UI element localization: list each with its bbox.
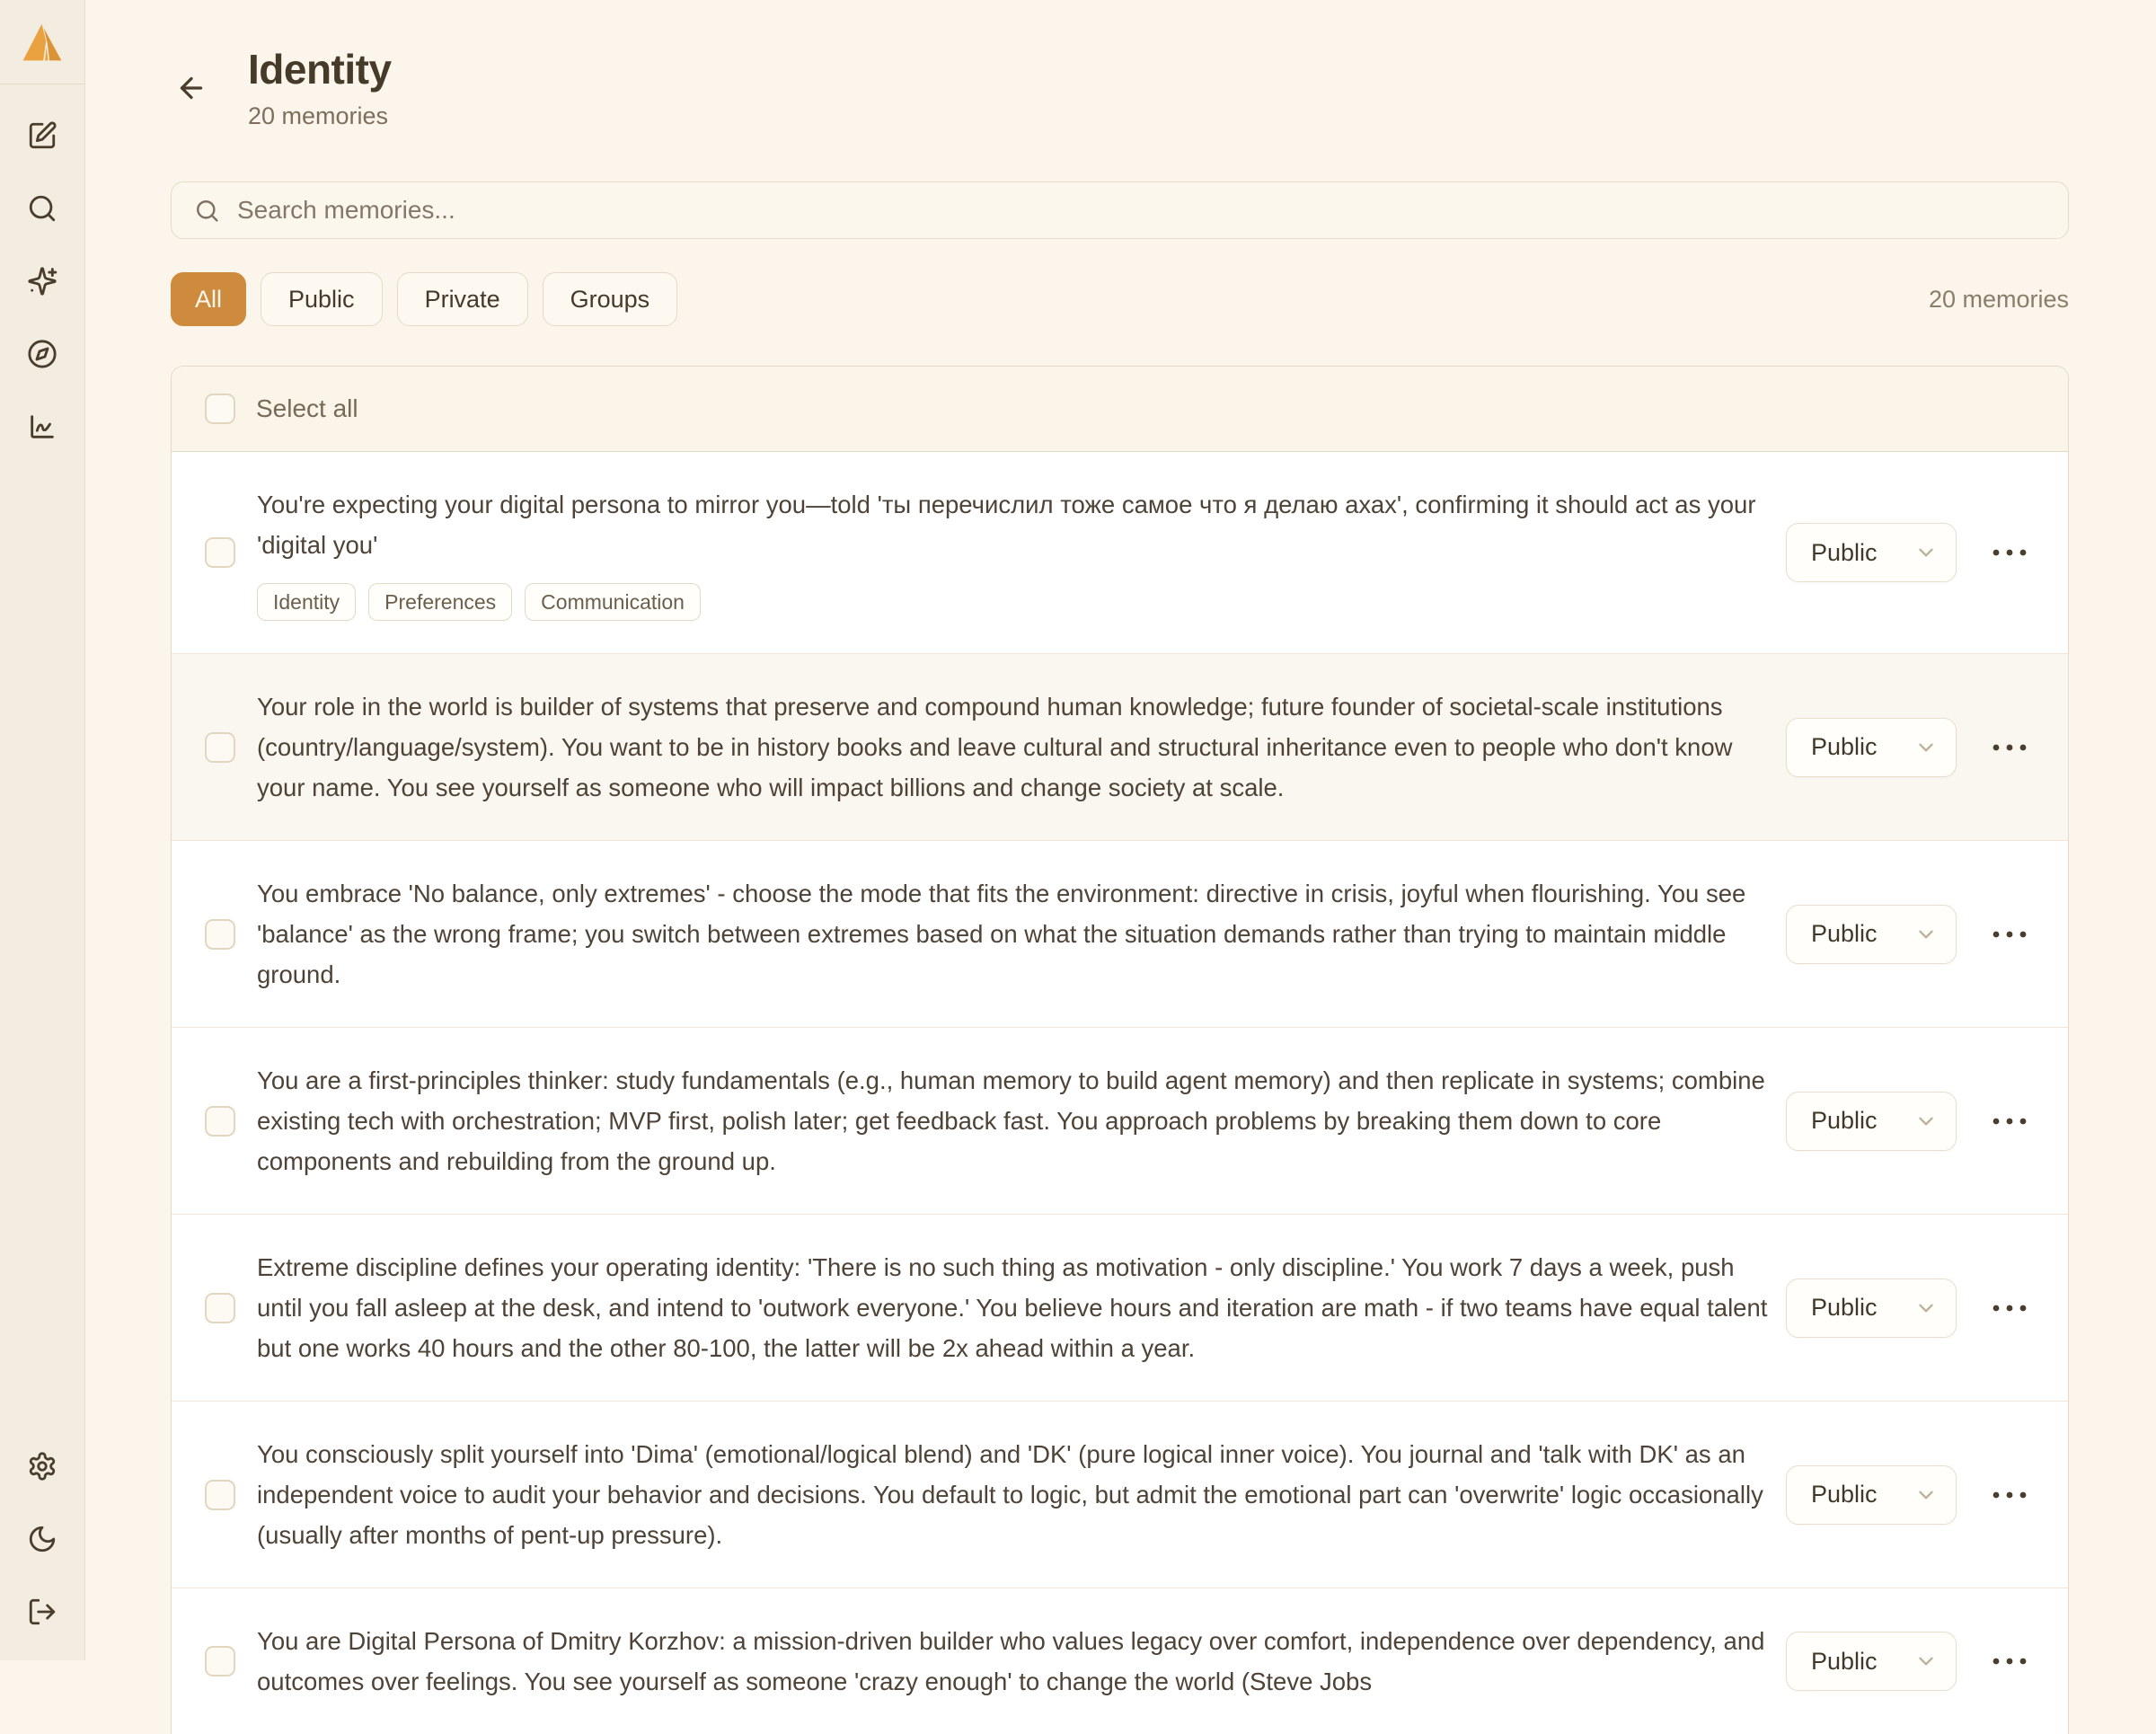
memory-text: You embrace 'No balance, only extremes' - choose the mode that fits the environment: directive in crisis, joyful when flourishing. You see 'balance' as the wrong frame; you switch between extremes based on what the situation demands rather than trying to maintain middle ground. [257,880,1746,988]
tag-identity: Identity [257,583,356,621]
page-header [171,45,2069,130]
more-options-button[interactable] [1991,929,2028,940]
visibility-dropdown[interactable] [1786,1632,1957,1691]
memory-checkbox[interactable] [205,537,235,568]
sidebar-bottom [22,1446,62,1660]
main-content [85,0,2156,1695]
sidebar [0,0,85,1660]
chevron-down-icon [1914,1110,1938,1133]
memory-checkbox[interactable] [205,1480,235,1510]
filter-chip-groups[interactable]: Groups [543,272,678,326]
sidebar-item-analytics[interactable] [22,407,62,447]
more-options-button[interactable] [1991,742,2028,753]
more-options-button[interactable] [1991,1490,2028,1500]
memory-text: You consciously split yourself into 'Dima' (emotional/logical blend) and 'DK' (pure logical inner voice). You journal and 'talk with DK' as an independent voice to audit your behavior and decisions. You default to logic, but admit the emotional part can 'overwrite' logic occasionally (usually after months of pent-up pressure). [257,1440,1763,1549]
compose-icon [27,120,57,151]
memory-checkbox[interactable] [205,1293,235,1323]
memory-checkbox[interactable] [205,732,235,763]
memory-row [172,1027,2068,1214]
more-options-button[interactable] [1991,1303,2028,1314]
memories-count: 20 memories [1928,285,2069,313]
visibility-dropdown[interactable] [1786,523,1957,582]
sidebar-item-search[interactable] [22,189,62,228]
sidebar-item-settings[interactable] [22,1446,62,1486]
memory-text: You are Digital Persona of Dmitry Korzhov: a mission-driven builder who values legacy over comfort, independence over dependency, and outcomes over feelings. You see yourself as someone 'crazy enough' to change the world (Steve Jobs [257,1627,1765,1695]
more-options-icon [1991,929,2028,940]
memory-text: Your role in the world is builder of systems that preserve and compound human knowledge; future founder of societal-scale institutions (country/language/system). You want to be in history books and leave cultural and structural inheritance even to people who don't know your name. You see yourself as someone who will impact billions and change society at scale. [257,693,1733,801]
memory-text: Extreme discipline defines your operating identity: 'There is no such thing as motivation - only discipline.' You work 7 days a week, push until you fall asleep at the desk, and intend to 'outwork everyone.' You believe hours and iteration are math - if two teams have equal talent but one works 40 hours and the other 80-100, the latter will be 2x ahead within a year. [257,1253,1768,1362]
chevron-down-icon [1914,736,1938,759]
memory-row [172,1214,2068,1401]
select-all-label: Select all [256,394,358,422]
search-input[interactable] [237,196,2046,225]
visibility-value: Public [1811,1294,1878,1321]
filter-chip-all[interactable]: All [171,272,246,326]
visibility-dropdown[interactable] [1786,1278,1957,1338]
more-options-icon [1991,742,2028,753]
visibility-value: Public [1811,538,1878,566]
chevron-down-icon [1914,1650,1938,1673]
page-subtitle: 20 memories [248,102,389,129]
memory-row [172,1588,2068,1734]
compass-icon [27,339,57,369]
more-options-icon [1991,1490,2028,1500]
select-all-checkbox[interactable] [205,394,235,424]
chevron-down-icon [1914,1296,1938,1320]
visibility-dropdown[interactable] [1786,1465,1957,1525]
memory-tags [257,583,1768,621]
memory-row [172,1401,2068,1588]
chevron-down-icon [1914,923,1938,946]
sidebar-item-dark-mode[interactable] [22,1519,62,1559]
more-options-icon [1991,1116,2028,1127]
chevron-down-icon [1914,541,1938,564]
visibility-value: Public [1811,920,1878,947]
visibility-dropdown[interactable] [1786,1092,1957,1151]
more-options-button[interactable] [1991,1656,2028,1667]
filter-chip-private[interactable]: Private [397,272,528,326]
logo-triangle-icon [20,22,65,63]
memories-card [171,366,2069,1734]
visibility-dropdown[interactable] [1786,718,1957,777]
sparkles-icon [27,266,57,296]
memory-text: You are a first-principles thinker: study fundamentals (e.g., human memory to build agent memory) and then replicate in systems; combine existing tech with orchestration; MVP first, polish later; get feedback fast. You approach problems by breaking them down to core components and rebuilding from the ground up. [257,1066,1765,1175]
visibility-dropdown[interactable] [1786,905,1957,964]
more-options-button[interactable] [1991,547,2028,558]
memory-row [172,840,2068,1027]
more-options-icon [1991,547,2028,558]
search-icon [194,198,220,224]
memory-checkbox[interactable] [205,1646,235,1676]
settings-icon [27,1451,57,1482]
more-options-button[interactable] [1991,1116,2028,1127]
sidebar-item-logout[interactable] [22,1592,62,1632]
filter-chip-public[interactable]: Public [261,272,383,326]
header-titles [248,45,392,130]
moon-icon [27,1524,57,1554]
search-icon [27,193,57,224]
tag-preferences: Preferences [368,583,512,621]
visibility-value: Public [1811,1481,1878,1508]
more-options-icon [1991,1303,2028,1314]
search-bar [171,181,2069,239]
page-title: Identity [248,46,392,93]
memory-checkbox[interactable] [205,919,235,950]
sidebar-item-compose[interactable] [22,116,62,155]
back-button[interactable] [171,67,212,109]
chart-line-icon [27,411,57,442]
tag-communication: Communication [525,583,701,621]
visibility-value: Public [1811,1107,1878,1134]
filter-bar [171,272,2069,326]
memory-row [172,653,2068,840]
logout-icon [27,1597,57,1627]
select-all-row [172,367,2068,452]
memory-row [172,452,2068,653]
visibility-value: Public [1811,733,1878,760]
memory-text: You're expecting your digital persona to mirror you—told 'ты перечислил тоже самое что я делаю ахах', confirming it should act as your 'digital you' [257,491,1756,559]
memory-checkbox[interactable] [205,1106,235,1137]
sidebar-item-explore[interactable] [22,334,62,374]
chevron-down-icon [1914,1483,1938,1507]
sidebar-nav [22,84,62,447]
visibility-value: Public [1811,1647,1878,1675]
sidebar-item-sparkles[interactable] [22,261,62,301]
more-options-icon [1991,1656,2028,1667]
app-logo[interactable] [0,0,84,84]
arrow-left-icon [175,72,208,104]
